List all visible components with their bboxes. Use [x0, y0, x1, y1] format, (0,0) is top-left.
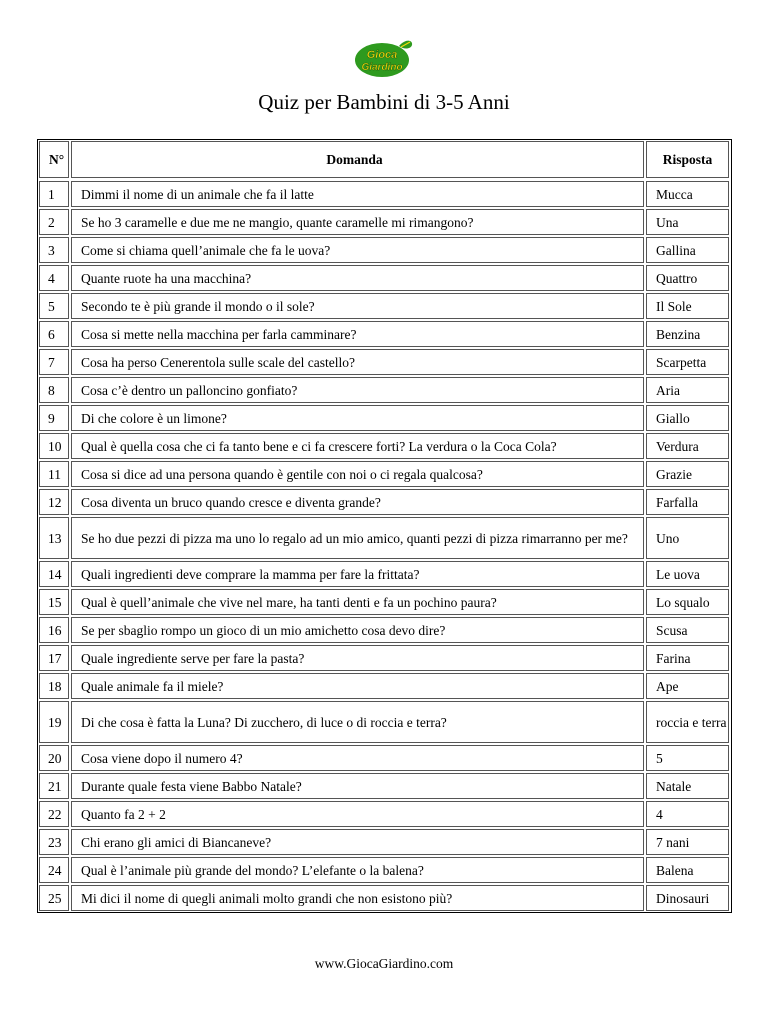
table-row	[38, 588, 731, 616]
table-row	[38, 180, 731, 208]
row-answer: Farfalla	[646, 489, 729, 515]
table-row	[38, 236, 731, 264]
table-row	[38, 432, 731, 460]
row-question: Cosa ha perso Cenerentola sulle scale del castello?	[71, 349, 644, 375]
table-row	[38, 516, 731, 560]
table-row	[38, 644, 731, 672]
table-header	[38, 140, 731, 179]
row-answer: Scusa	[646, 617, 729, 643]
table-row	[38, 744, 731, 772]
row-question: Se ho due pezzi di pizza ma uno lo regalo ad un mio amico, quanti pezzi di pizza rimarranno per me?	[71, 517, 644, 559]
row-answer: Natale	[646, 773, 729, 799]
row-number: 5	[39, 293, 69, 319]
row-number: 19	[39, 701, 69, 743]
row-question: Se ho 3 caramelle e due me ne mangio, quante caramelle mi rimangono?	[71, 209, 644, 235]
table-row	[38, 208, 731, 236]
row-answer: Uno	[646, 517, 729, 559]
row-answer: Mucca	[646, 181, 729, 207]
row-number: 16	[39, 617, 69, 643]
row-answer: Balena	[646, 857, 729, 883]
row-answer: Giallo	[646, 405, 729, 431]
row-number: 8	[39, 377, 69, 403]
row-question: Chi erano gli amici di Biancaneve?	[71, 829, 644, 855]
row-number: 9	[39, 405, 69, 431]
row-question: Qual è quell’animale che vive nel mare, ha tanti denti e fa un pochino paura?	[71, 589, 644, 615]
header-number: N°	[39, 141, 69, 178]
row-question: Se per sbaglio rompo un gioco di un mio amichetto cosa devo dire?	[71, 617, 644, 643]
row-question: Qual è l’animale più grande del mondo? L’elefante o la balena?	[71, 857, 644, 883]
table-body	[38, 180, 731, 912]
page-title: Quiz per Bambini di 3-5 Anni	[258, 90, 510, 114]
row-answer: Dinosauri	[646, 885, 729, 911]
table-row	[38, 560, 731, 588]
row-answer: Ape	[646, 673, 729, 699]
row-number: 17	[39, 645, 69, 671]
table-row	[38, 488, 731, 516]
row-number: 14	[39, 561, 69, 587]
table-row	[38, 376, 731, 404]
row-number: 10	[39, 433, 69, 459]
row-number: 3	[39, 237, 69, 263]
row-number: 24	[39, 857, 69, 883]
row-number: 4	[39, 265, 69, 291]
row-answer: 7 nani	[646, 829, 729, 855]
row-question: Di che colore è un limone?	[71, 405, 644, 431]
row-answer: Lo squalo	[646, 589, 729, 615]
row-question: Cosa si mette nella macchina per farla camminare?	[71, 321, 644, 347]
row-answer: Aria	[646, 377, 729, 403]
table-row	[38, 292, 731, 320]
table-row	[38, 856, 731, 884]
table-row	[38, 828, 731, 856]
row-answer: Benzina	[646, 321, 729, 347]
row-number: 7	[39, 349, 69, 375]
header-question: Domanda	[71, 141, 644, 178]
row-question: Mi dici il nome di quegli animali molto grandi che non esistono più?	[71, 885, 644, 911]
table-row	[38, 772, 731, 800]
row-question: Quali ingredienti deve comprare la mamma per fare la frittata?	[71, 561, 644, 587]
row-question: Dimmi il nome di un animale che fa il latte	[71, 181, 644, 207]
row-answer: 4	[646, 801, 729, 827]
table-row	[38, 700, 731, 744]
row-answer: Gallina	[646, 237, 729, 263]
row-question: Quante ruote ha una macchina?	[71, 265, 644, 291]
row-answer: Farina	[646, 645, 729, 671]
table-row	[38, 616, 731, 644]
header-answer: Risposta	[646, 141, 729, 178]
row-number: 12	[39, 489, 69, 515]
table-row	[38, 672, 731, 700]
row-question: Qual è quella cosa che ci fa tanto bene e ci fa crescere forti? La verdura o la Coca Cola?	[71, 433, 644, 459]
footer-url: www.GiocaGiardino.com	[314, 956, 454, 971]
row-number: 15	[39, 589, 69, 615]
gioca-giardino-logo	[352, 36, 416, 82]
row-number: 20	[39, 745, 69, 771]
row-number: 23	[39, 829, 69, 855]
row-question: Come si chiama quell’animale che fa le uova?	[71, 237, 644, 263]
row-answer: Quattro	[646, 265, 729, 291]
row-number: 25	[39, 885, 69, 911]
row-number: 13	[39, 517, 69, 559]
row-answer: Scarpetta	[646, 349, 729, 375]
row-number: 2	[39, 209, 69, 235]
row-answer: Grazie	[646, 461, 729, 487]
row-question: Di che cosa è fatta la Luna? Di zucchero, di luce o di roccia e terra?	[71, 701, 644, 743]
table-row	[38, 320, 731, 348]
logo-line-1: Gioca	[366, 49, 398, 61]
row-answer: Verdura	[646, 433, 729, 459]
table-row	[38, 460, 731, 488]
row-question: Cosa si dice ad una persona quando è gentile con noi o ci regala qualcosa?	[71, 461, 644, 487]
row-answer: Le uova	[646, 561, 729, 587]
row-answer: Il Sole	[646, 293, 729, 319]
row-answer: roccia e terra	[646, 701, 729, 743]
table-row	[38, 884, 731, 912]
row-question: Secondo te è più grande il mondo o il sole?	[71, 293, 644, 319]
table-row	[38, 800, 731, 828]
row-number: 6	[39, 321, 69, 347]
row-number: 11	[39, 461, 69, 487]
row-question: Durante quale festa viene Babbo Natale?	[71, 773, 644, 799]
quiz-table	[37, 139, 732, 913]
row-question: Quale ingrediente serve per fare la pasta?	[71, 645, 644, 671]
row-number: 21	[39, 773, 69, 799]
row-question: Quale animale fa il miele?	[71, 673, 644, 699]
table-row	[38, 264, 731, 292]
table-row	[38, 404, 731, 432]
row-question: Cosa diventa un bruco quando cresce e diventa grande?	[71, 489, 644, 515]
row-answer: Una	[646, 209, 729, 235]
row-question: Cosa c’è dentro un palloncino gonfiato?	[71, 377, 644, 403]
row-question: Cosa viene dopo il numero 4?	[71, 745, 644, 771]
logo-line-2: Giardino	[361, 62, 403, 73]
table-row	[38, 348, 731, 376]
row-question: Quanto fa 2 + 2	[71, 801, 644, 827]
row-number: 18	[39, 673, 69, 699]
row-number: 22	[39, 801, 69, 827]
row-number: 1	[39, 181, 69, 207]
row-answer: 5	[646, 745, 729, 771]
